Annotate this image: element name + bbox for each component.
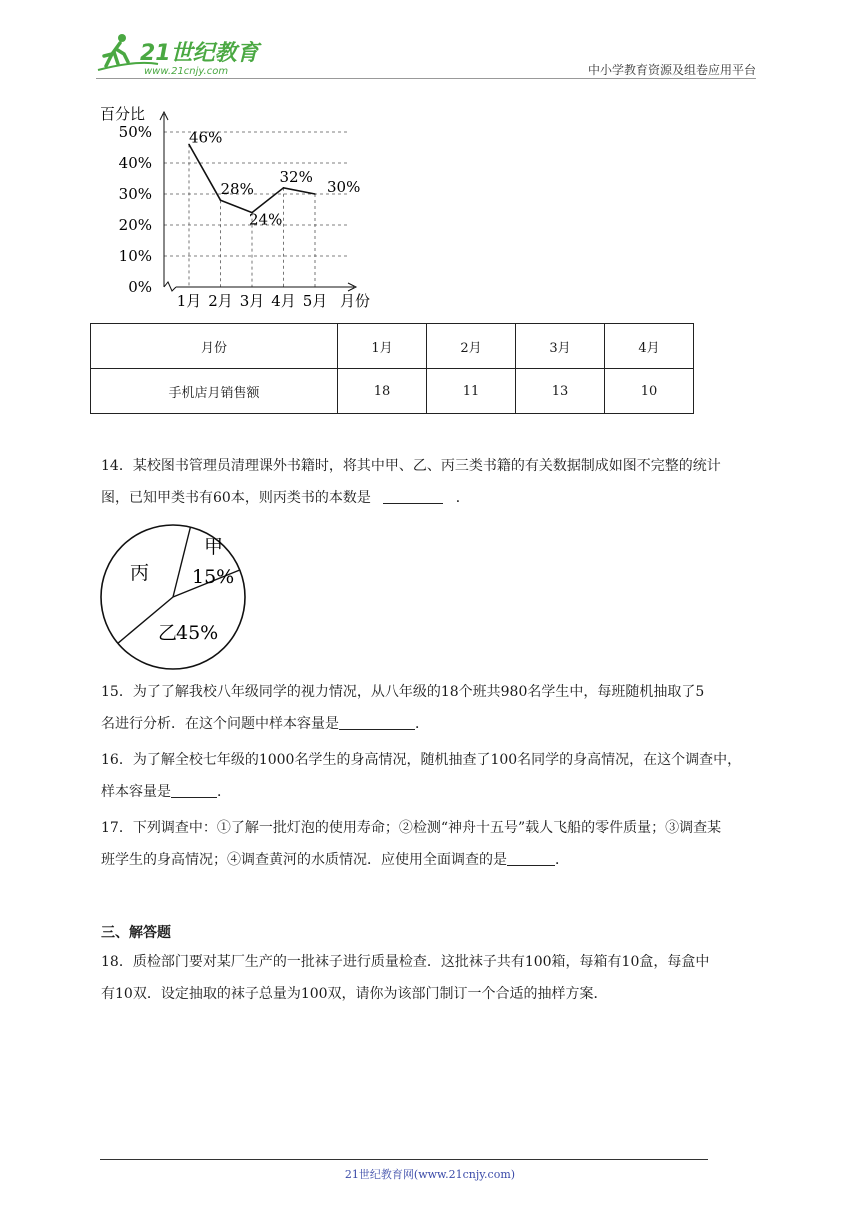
y-tick-label: 50% — [118, 123, 152, 141]
pie-slice-label: 丙 — [130, 562, 150, 584]
pie-slice-percent: 45% — [176, 622, 219, 644]
pie-slice-boundary — [173, 527, 190, 597]
footer-divider — [100, 1159, 708, 1160]
question-15 — [101, 676, 761, 740]
y-tick-label: 10% — [118, 247, 152, 265]
x-axis-label: 月份 — [340, 292, 371, 310]
x-tick-label: 3月 — [239, 292, 265, 310]
data-point — [283, 187, 285, 189]
question-text: 15．为了了解我校八年级同学的视力情况，从八年级的18个班共980名学生中，每班随机抽取了5 — [101, 684, 705, 700]
data-label: 28% — [220, 180, 254, 199]
pie-slice-percent: 15% — [192, 566, 235, 588]
question-16 — [101, 744, 761, 808]
table-cell: 10 — [605, 369, 694, 414]
line-chart — [92, 100, 392, 315]
data-point — [220, 199, 222, 201]
header-platform-name: 中小学教育资源及组卷应用平台 — [587, 63, 756, 77]
table-header-cell: 1月 — [338, 324, 427, 369]
logo-text: 21世纪教育 — [140, 41, 259, 66]
table-header-row — [91, 324, 694, 369]
header-divider — [96, 78, 756, 79]
question-text: 样本容量是 — [101, 784, 171, 800]
table-cell: 18 — [338, 369, 427, 414]
question-text-line2 — [101, 708, 761, 740]
site-logo — [96, 30, 266, 78]
y-tick-label: 0% — [128, 278, 152, 296]
question-text: 16．为了解全校七年级的1000名学生的身高情况，随机抽查了100名同学的身高情况，在这个调查中， — [101, 752, 742, 768]
question-text: ． — [415, 716, 429, 732]
table-cell: 11 — [427, 369, 516, 414]
table-row-label: 手机店月销售额 — [91, 369, 338, 414]
y-tick-label: 30% — [118, 185, 152, 203]
answer-blank[interactable] — [339, 713, 415, 730]
question-text: 17．下列调查中：①了解一批灯泡的使用寿命；②检测“神舟十五号”载人飞船的零件质量；③调查某 — [101, 820, 722, 836]
sales-table — [90, 323, 694, 414]
logo-subtext: www.21cnjy.com — [144, 66, 229, 77]
pie-slice-label: 乙 — [158, 622, 178, 644]
answer-blank[interactable] — [171, 781, 217, 798]
table-header-cell: 4月 — [605, 324, 694, 369]
data-label: 24% — [249, 210, 283, 229]
question-text: 图，已知甲类书有60本，则丙类书的本数是 — [101, 490, 371, 506]
data-point — [314, 193, 316, 195]
question-text: ． — [217, 784, 231, 800]
question-text: 班学生的身高情况；④调查黄河的水质情况．应使用全面调查的是 — [101, 852, 507, 868]
question-text: ． — [455, 490, 470, 506]
table-row — [91, 369, 694, 414]
data-label: 30% — [327, 178, 361, 196]
x-tick-label: 4月 — [271, 292, 296, 310]
x-tick-label: 1月 — [176, 292, 202, 310]
question-18 — [101, 946, 761, 1010]
y-tick-label: 20% — [118, 216, 152, 234]
question-17 — [101, 812, 761, 876]
pie-chart — [96, 523, 256, 673]
x-tick-label: 2月 — [208, 292, 233, 310]
question-text-line2 — [101, 776, 761, 808]
question-text-line2 — [101, 482, 761, 514]
data-label: 32% — [279, 167, 313, 186]
y-tick-label: 40% — [118, 154, 152, 172]
data-label: 46% — [189, 128, 223, 147]
question-text: ． — [555, 852, 569, 868]
table-header-cell: 3月 — [516, 324, 605, 369]
question-text: 名进行分析．在这个问题中样本容量是 — [101, 716, 339, 732]
table-header-cell: 2月 — [427, 324, 516, 369]
question-text: 14．某校图书管理员清理课外书籍时，将其中甲、乙、丙三类书籍的有关数据制成如图不完整的统计 — [101, 458, 721, 474]
answer-blank[interactable] — [507, 849, 555, 866]
y-axis-label: 百分比 — [100, 105, 146, 123]
axis-break — [164, 282, 176, 291]
table-cell: 13 — [516, 369, 605, 414]
question-14 — [101, 450, 761, 514]
footer-text[interactable]: 21世纪教育网(www.21cnjy.com) — [344, 1168, 516, 1181]
section-heading: 三、解答题 — [101, 925, 171, 941]
x-tick-label: 5月 — [302, 292, 328, 310]
question-text-line2 — [101, 844, 761, 876]
question-text: 18．质检部门要对某厂生产的一批袜子进行质量检查．这批袜子共有100箱，每箱有10盒，每盒中 — [101, 954, 710, 970]
answer-blank[interactable] — [383, 487, 443, 504]
table-header-cell: 月份 — [91, 324, 338, 369]
page-header — [96, 30, 756, 78]
pie-slice-label: 甲 — [204, 536, 224, 558]
question-text: 有10双．设定抽取的袜子总量为100双，请你为该部门制订一个合适的抽样方案． — [101, 986, 608, 1002]
